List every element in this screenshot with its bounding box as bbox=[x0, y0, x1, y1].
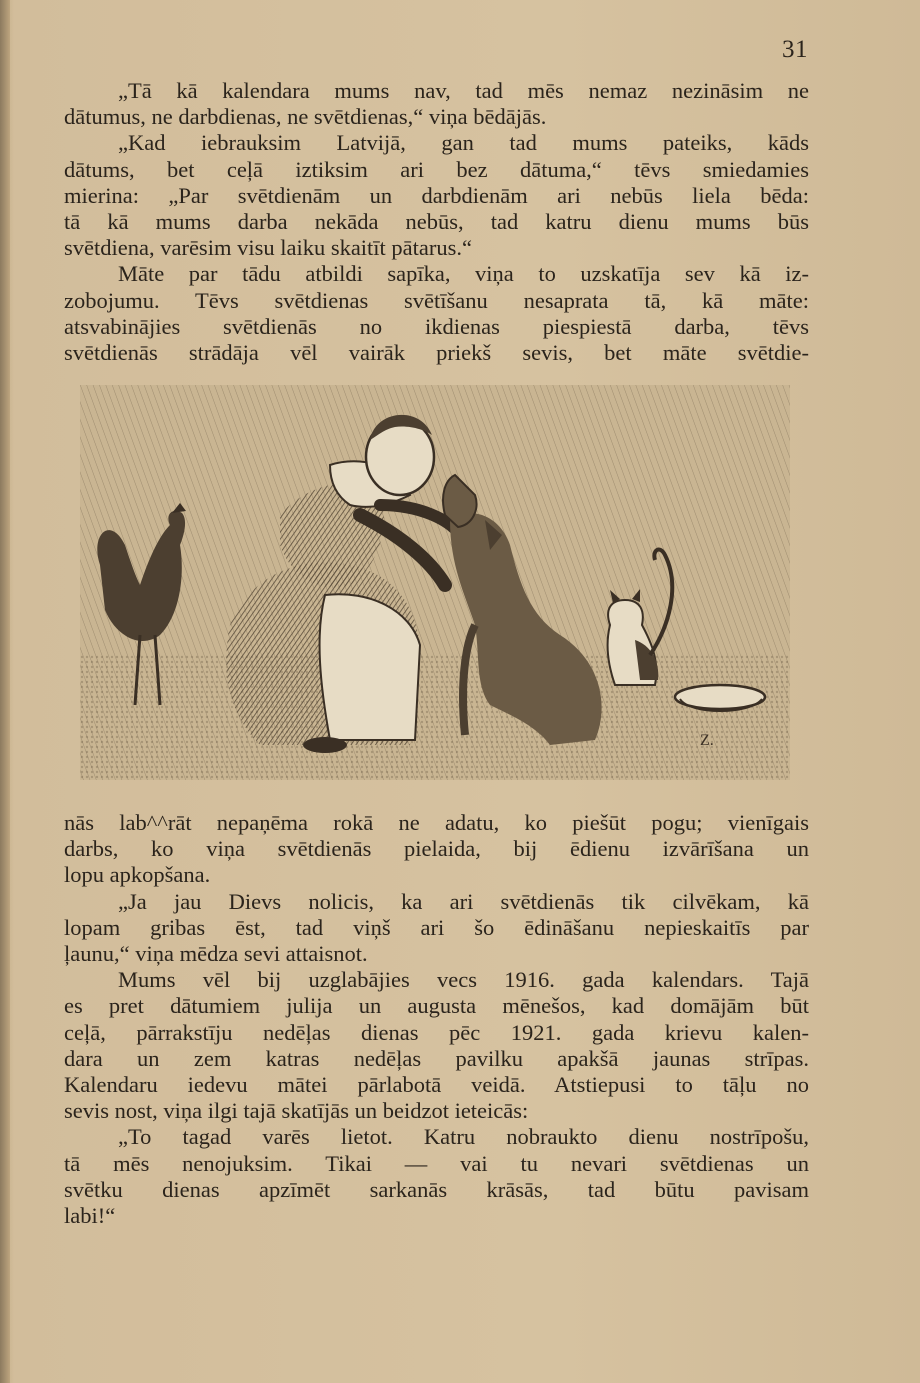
text-line: „To tagad varēs lietot. Katru nobraukto dienu nostrīpošu, bbox=[118, 1124, 809, 1150]
text-line: svētdienās strādāja vēl vairāk priekš sevis, bet māte svētdie- bbox=[64, 340, 809, 366]
text-line: dara un zem katras nedēļas pavilku apakšā jaunas strīpas. bbox=[64, 1045, 809, 1071]
text-line: tā mēs nenojuksim. Tikai — vai tu nevari svētdienas un bbox=[64, 1150, 809, 1176]
illustration-drawing bbox=[80, 385, 790, 780]
page-number: 31 bbox=[782, 36, 808, 63]
illustration-signature: Z. bbox=[700, 732, 714, 749]
text-line: mierina: „Par svētdienām un darbdienām ari nebūs liela bēda: bbox=[64, 182, 809, 208]
text-line: Māte par tādu atbildi sapīka, viņa to uzskatīja sev kā iz- bbox=[118, 261, 809, 287]
text-line: dātums, bet ceļā iztiksim ari bez dātuma,“ tēvs smiedamies bbox=[64, 156, 809, 182]
text-line: lopam gribas ēst, tad viņš ari šo ēdināšanu nepieskaitīs par bbox=[64, 914, 809, 940]
text-line: darbs, ko viņa svētdienās pielaida, bij ēdienu izvārīšana un bbox=[64, 836, 809, 862]
text-line: labi!“ bbox=[64, 1203, 116, 1229]
text-line: ļaunu,“ viņa mēdza sevi attaisnot. bbox=[64, 941, 368, 967]
text-line: lopu apkopšana. bbox=[64, 862, 211, 888]
text-block-top bbox=[64, 78, 809, 366]
text-line: atsvabinājies svētdienās no ikdienas piespiestā darba, tēvs bbox=[64, 313, 809, 339]
text-line: tā kā mums darba nekāda nebūs, tad katru dienu mums būs bbox=[64, 209, 809, 235]
text-line: svētku dienas apzīmēt sarkanās krāsās, tad būtu pavisam bbox=[64, 1176, 809, 1202]
text-line: nās lab^^rāt nepaņēma rokā ne adatu, ko piešūt pogu; vienīgais bbox=[64, 810, 809, 835]
text-line: svētdiena, varēsim visu laiku skaitīt pātarus.“ bbox=[64, 235, 473, 261]
text-line: sevis nost, viņa ilgi tajā skatījās un beidzot ieteicās: bbox=[64, 1098, 529, 1124]
text-line: ceļā, pārrakstīju nedēļas dienas pēc 1921. gada krievu kalen- bbox=[64, 1019, 809, 1045]
illustration bbox=[80, 385, 790, 780]
text-line: „Tā kā kalendara mums nav, tad mēs nemaz nezināsim ne bbox=[118, 78, 809, 103]
text-line: dātumus, ne darbdienas, ne svētdienas,“ viņa bēdājās. bbox=[64, 104, 547, 130]
text-line: Mums vēl bij uzglabājies vecs 1916. gada kalendars. Tajā bbox=[118, 967, 809, 993]
page-binding-edge bbox=[0, 0, 10, 1383]
text-line: es pret dātumiem julija un augusta mēnešos, kad domājām būt bbox=[64, 993, 809, 1019]
text-block-bottom bbox=[64, 810, 809, 1229]
text-line: „Kad iebrauksim Latvijā, gan tad mums pateiks, kāds bbox=[118, 130, 809, 156]
text-line: zobojumu. Tēvs svētdienas svētīšanu nesaprata tā, kā māte: bbox=[64, 287, 809, 313]
text-line: Kalendaru iedevu mātei pārlabotā veidā. Atstiepusi to tāļu no bbox=[64, 1072, 809, 1098]
text-line: „Ja jau Dievs nolicis, ka ari svētdienās tik cilvēkam, kā bbox=[118, 888, 809, 914]
